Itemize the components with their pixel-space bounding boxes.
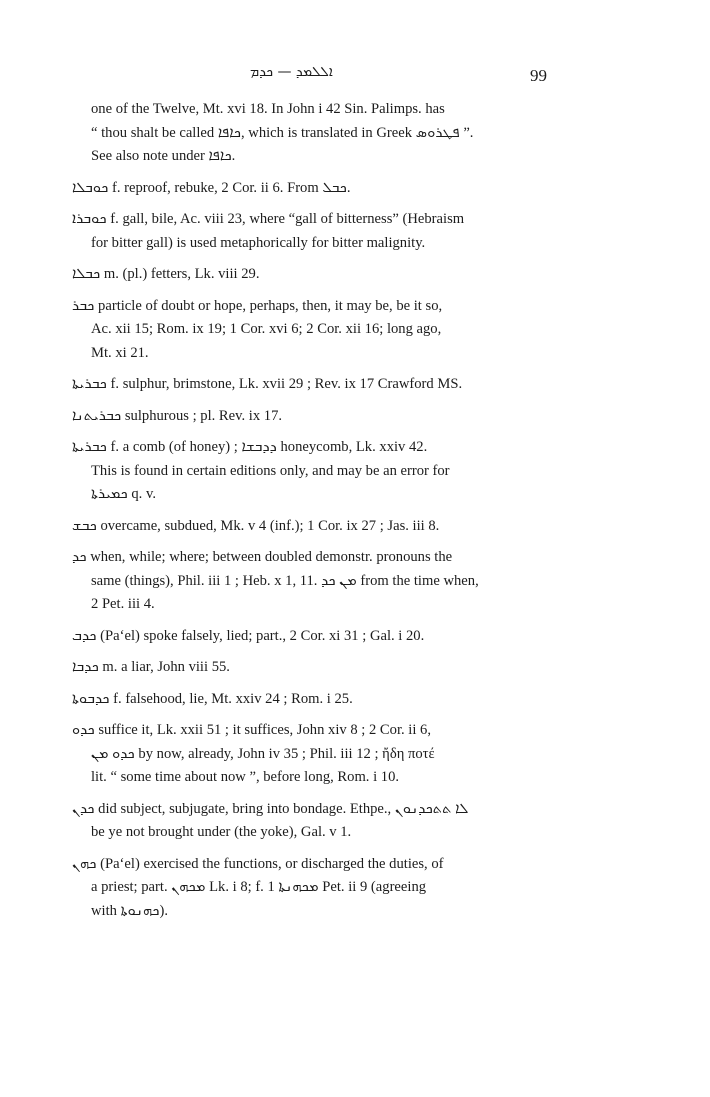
entry-gap	[72, 255, 552, 263]
entry-gap	[72, 428, 552, 436]
entry-headline: ܟܒܪܝܬܐ f. sulphur, brimstone, Lk. xvii 29 ; Rev. ix 17 Crawford MS.	[72, 376, 463, 392]
entry-headline: ܟܒܪ particle of doubt or hope, perhaps, then, it may be, be it so,	[72, 297, 443, 314]
running-head: ܐܠܠܡܕ — ܟܕܡ	[250, 64, 333, 80]
page-number: 99	[530, 66, 547, 85]
entry-continuation: 2 Pet. iii 4.	[91, 596, 155, 612]
entry-headline: ܟܒܪܝܬܐ f. a comb (of honey) ; ܕܕܒܫܐ honeycomb, Lk. xxiv 42.	[72, 439, 428, 455]
entry-headline: ܟܘܒܠܐ f. reproof, rebuke, 2 Cor. ii 6. From ܟܒܠ.	[72, 179, 351, 196]
entry-headline: ܟܕܢ did subject, subjugate, bring into bondage. Ethpe., ܠܐ ܬܬܟܕܢܘܢ	[72, 800, 469, 817]
entry-continuation: See also note under ܟܐܦܐ.	[91, 148, 236, 164]
entry-gap	[72, 507, 552, 515]
entry-headline: ܟܕܒ (Pa‘el) spoke falsely, lied; part., 2 Cor. xi 31 ; Gal. i 20.	[72, 627, 425, 644]
entries-body	[72, 98, 552, 923]
entry-gap	[72, 845, 552, 853]
entry-headline: ܟܒܫ overcame, subdued, Mk. v 4 (inf.); 1 Cor. ix 27 ; Jas. iii 8.	[72, 517, 440, 534]
entry-gap	[72, 617, 552, 625]
entry-headline: ܟܗܢ (Pa‘el) exercised the functions, or discharged the duties, of	[72, 855, 444, 872]
entry-continuation: “ thou shalt be called ܟܐܦܐ, which is translated in Greek ܦܛܪܘܣ ”.	[91, 124, 474, 141]
entry-continuation: for bitter gall) is used metaphorically for bitter malignity.	[91, 234, 426, 251]
entry-continuation: same (things), Phil. iii 1 ; Heb. x 1, 11. ܡܢ ܟܕ from the time when,	[91, 572, 479, 589]
entry-continuation: Ac. xii 15; Rom. ix 19; 1 Cor. xvi 6; 2 Cor. xii 16; long ago,	[91, 321, 442, 337]
entry-gap	[72, 790, 552, 798]
entry-continuation: a priest; part. ܡܟܗܢ Lk. i 8; f. ܡܟܗܢܬܐ 1 Pet. ii 9 (agreeing	[91, 879, 427, 895]
entry-headline: ܟܕ when, while; where; between doubled demonstr. pronouns the	[72, 549, 453, 565]
entry-gap	[72, 200, 552, 208]
entry-gap	[72, 397, 552, 405]
entry-headline: ܟܕܘ suffice it, Lk. xxii 51 ; it suffices, John xiv 8 ; 2 Cor. ii 6,	[72, 722, 432, 738]
entry-gap	[72, 648, 552, 656]
entry-continuation: Mt. xi 21.	[91, 344, 149, 361]
entry-gap	[72, 287, 552, 295]
entry-continuation: with ܟܗܢܘܬܐ).	[91, 902, 169, 919]
entry-continuation: ܟܕܘ ܡܢ by now, already, John iv 35 ; Phil. iii 12 ; ἤδη ποτέ	[91, 745, 435, 762]
entry-headline: ܟܒܪܝܬܢܐ sulphurous ; pl. Rev. ix 17.	[72, 407, 283, 424]
entry-gap	[72, 538, 552, 546]
entry-continuation: This is found in certain editions only, and may be an error for	[91, 462, 450, 479]
entry-continuation: one of the Twelve, Mt. xvi 18. In John i 42 Sin. Palimps. has	[91, 101, 445, 117]
entry-continuation: ܟܡܝܪܬܐ q. v.	[91, 486, 156, 502]
entry-continuation: be ye not brought under (the yoke), Gal. v 1.	[91, 824, 352, 840]
entry-headline: ܟܕܒܘܬܐ f. falsehood, lie, Mt. xxiv 24 ; Rom. i 25.	[72, 690, 353, 707]
entry-headline: ܟܕܒܐ m. a liar, John viii 55.	[72, 659, 230, 675]
entry-gap	[72, 169, 552, 177]
entry-headline: ܟܘܒܪܐ f. gall, bile, Ac. viii 23, where “gall of bitterness” (Hebraism	[72, 211, 465, 227]
entry-continuation: lit. “ some time about now ”, before long, Rom. i 10.	[91, 769, 400, 785]
entry-gap	[72, 711, 552, 719]
entry-gap	[72, 680, 552, 688]
page-header	[0, 62, 710, 92]
entry-gap	[72, 365, 552, 373]
entry-headline: ܟܒܠܐ m. (pl.) fetters, Lk. viii 29.	[72, 266, 260, 282]
